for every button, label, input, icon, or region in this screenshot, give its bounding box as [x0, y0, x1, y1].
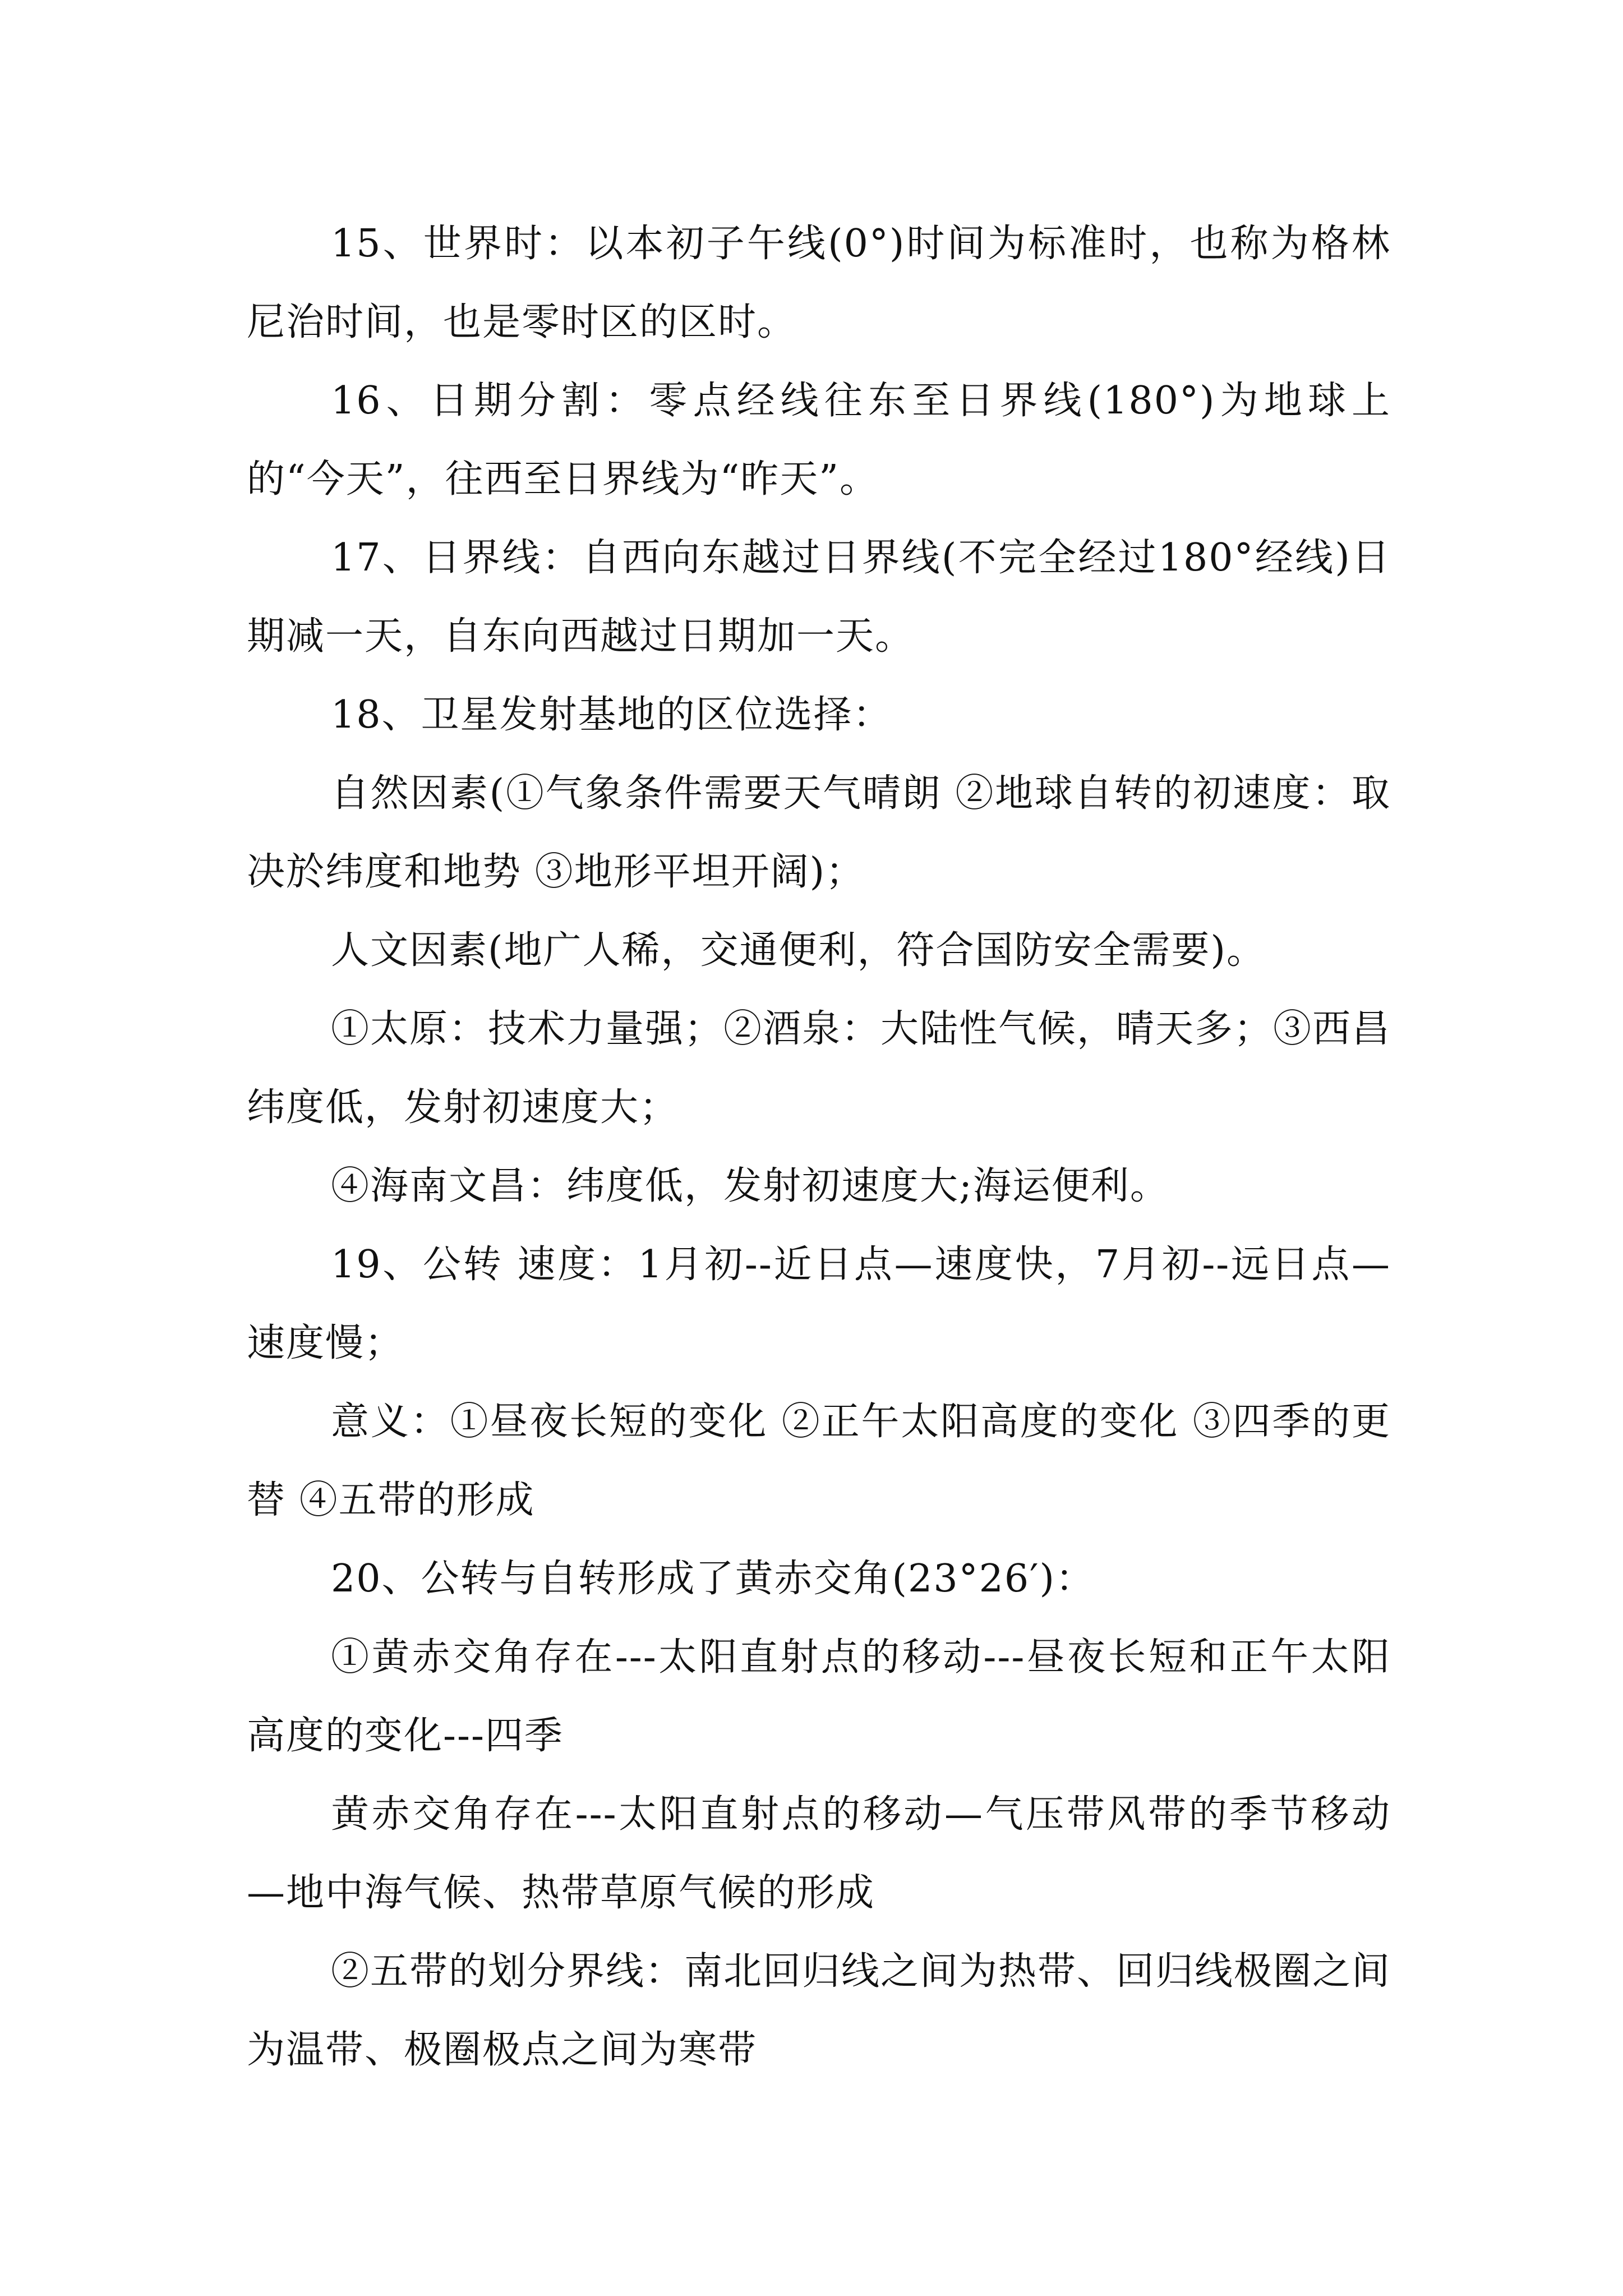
- paragraph-obliquity-effect-2: 黄赤交角存在---太阳直射点的移动—气压带风带的季节移动—地中海气候、热带草原气候的形成: [247, 1792, 1391, 1915]
- paragraph-launch-sites-2: ④海南文昌：纬度低，发射初速度大;海运便利。: [331, 1164, 1169, 1208]
- paragraph-world-time: 15、世界时：以本初子午线(0°)时间为标准时，也称为格林尼治时间，也是零时区的区时。: [247, 222, 1391, 344]
- paragraph-natural-factors: 自然因素(①气象条件需要天气晴朗 ②地球自转的初速度：取决於纬度和地势 ③地形平坦开阔)；: [247, 771, 1391, 894]
- paragraph-date-division: 16、日期分割：零点经线往东至日界线(180°)为地球上的“今天”，往西至日界线为“昨天”。: [247, 379, 1391, 501]
- paragraph-launch-site-heading: 18、卫星发射基地的区位选择：: [331, 693, 892, 737]
- document-body: [247, 205, 1391, 2090]
- paragraph-five-zones: ②五带的划分界线：南北回归线之间为热带、回归线极圈之间为温带、极圈极点之间为寒带: [247, 1949, 1391, 2072]
- paragraph-revolution-meaning: 意义：①昼夜长短的变化 ②正午太阳高度的变化 ③四季的更替 ④五带的形成: [247, 1400, 1391, 1522]
- paragraph-human-factors: 人文因素(地广人稀，交通便利，符合国防安全需要)。: [331, 928, 1266, 973]
- paragraph-date-line: 17、日界线：自西向东越过日界线(不完全经过180°经线)日期减一天，自东向西越过日期加一天。: [247, 536, 1391, 659]
- paragraph-obliquity-effect-1: ①黄赤交角存在---太阳直射点的移动---昼夜长短和正午太阳高度的变化---四季: [247, 1635, 1391, 1758]
- paragraph-revolution-speed: 19、公转 速度：1月初--近日点—速度快，7月初--远日点—速度慢；: [247, 1243, 1391, 1365]
- paragraph-obliquity-heading: 20、公转与自转形成了黄赤交角(23°26′)：: [331, 1557, 1095, 1601]
- paragraph-launch-sites-1: ①太原：技术力量强；②酒泉：大陆性气候，晴天多；③西昌纬度低，发射初速度大；: [247, 1007, 1391, 1130]
